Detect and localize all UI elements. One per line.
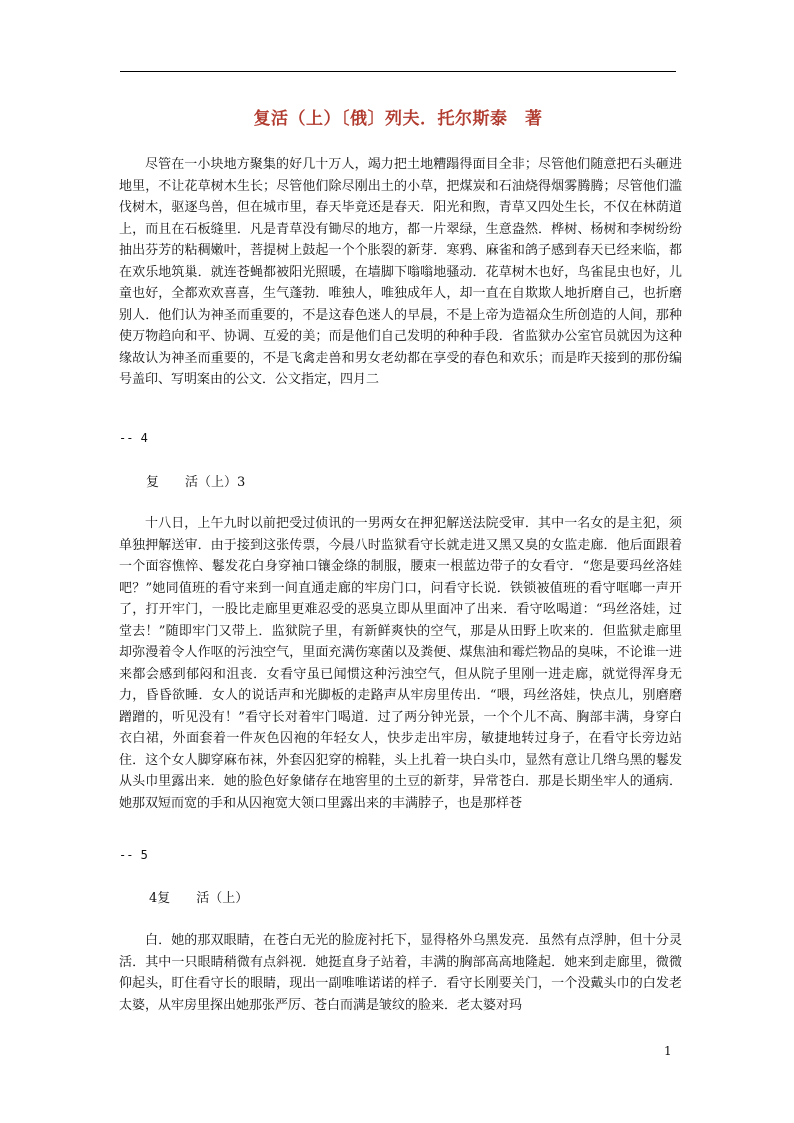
header-rule <box>120 71 676 72</box>
page-marker-5: -- 5 <box>119 848 148 862</box>
running-heading-1: 复 活（上）3 <box>146 475 246 490</box>
paragraph-2: 十八日，上午九时以前把受过侦讯的一男两女在押犯解送法院受审．其中一名女的是主犯，须单独押解送审．由于接到这张传票，今晨八时监狱看守长就走进又黑又臭的女监走廊．他后面跟着一个面容憔悴、鬈发花白身穿袖口镶金绦的制服，腰束一根蓝边带子的女看守．“您是要玛丝洛娃吧？”她同值班的看守来到一间直通走廊的牢房门口，问看守长说．铁锁被值班的看守哐啷一声开了，打开牢门，一股比走廊里更难忍受的恶臭立即从里面冲了出来．看守吆喝道：“玛丝洛娃，过堂去！”随即牢门又带上．监狱院子里，有新鲜爽快的空气，那是从田野上吹来的．但监狱走廊里却弥漫着令人作呕的污浊空气，里面充满伤寒菌以及粪便、煤焦油和霉烂物品的臭味，不论谁一进来都会感到郁闷和沮丧．女看守虽已闻惯这种污浊空气，但从院子里刚一进走廊，就觉得浑身无力，昏昏欲睡．女人的说话声和光脚板的走路声从牢房里传出．“喂，玛丝洛娃，快点儿，别磨磨蹭蹭的，听见没有！”看守长对着牢门喝道．过了两分钟光景，一个个儿不高、胸部丰满，身穿白衣白裙，外面套着一件灰色囚袍的年轻女人，快步走出牢房，敏捷地转过身子，在看守长旁边站住．这个女人脚穿麻布袜，外套囚犯穿的棉鞋，头上扎着一块白头巾，显然有意让几绺乌黑的鬈发从头巾里露出来．她的脸色好象储存在地窖里的土豆的新芽，异常苍白．那是长期坐牢人的通病．她那双短而宽的手和从囚袍宽大领口里露出来的丰满脖子，也是那样苍 <box>119 516 682 811</box>
paragraph-3: 白．她的那双眼睛，在苍白无光的脸庞衬托下，显得格外乌黑发亮．虽然有点浮肿，但十分灵活．其中一只眼睛稍微有点斜视．她挺直身子站着，丰满的胸部高高地隆起．她来到走廊里，微微仰起头，盯住看守长的眼睛，现出一副唯唯诺诺的样子．看守长刚要关门，一个没戴头巾的白发老太婆，从牢房里探出她那张严厉、苍白而满是皱纹的脸来．老太婆对玛 <box>119 933 682 1013</box>
paragraph-1: 尽管在一小块地方聚集的好几十万人，竭力把土地糟蹋得面目全非；尽管他们随意把石头砸进地里，不让花草树木生长；尽管他们除尽刚出土的小草，把煤炭和石油烧得烟雾腾腾；尽管他们滥伐树木，驱逐鸟兽，但在城市里，春天毕竟还是春天．阳光和煦，青草又四处生长，不仅在林荫道上，而且在石板缝里．凡是青草没有锄尽的地方，都一片翠绿，生意盎然．桦树、杨树和李树纷纷抽出芬芳的粘稠嫩叶，菩提树上鼓起一个个胀裂的新芽．寒鸦、麻雀和鸽子感到春天已经来临，都在欢乐地筑巢．就连苍蝇都被阳光照暖，在墙脚下嗡嗡地骚动．花草树木也好，鸟雀昆虫也好，儿童也好，全都欢欢喜喜，生气蓬勃．唯独人，唯独成年人，却一直在自欺欺人地折磨自己，也折磨别人．他们认为神圣而重要的，不是这春色迷人的早晨，不是上帝为造福众生所创造的人间，那种使万物趋向和平、协调、互爱的美；而是他们自己发明的种种手段．省监狱办公室官员就因为这种缘故认为神圣而重要的，不是飞禽走兽和男女老幼都在享受的春色和欢乐；而是昨天接到的那份编号盖印、写明案由的公文．公文指定，四月二 <box>119 157 682 387</box>
document-title: 复活（上）〔俄〕列夫．托尔斯泰 著 <box>253 109 543 129</box>
page-number: 1 <box>664 1044 672 1058</box>
running-heading-2: 4复 活（上） <box>149 891 249 906</box>
page-marker-4: -- 4 <box>119 431 148 445</box>
